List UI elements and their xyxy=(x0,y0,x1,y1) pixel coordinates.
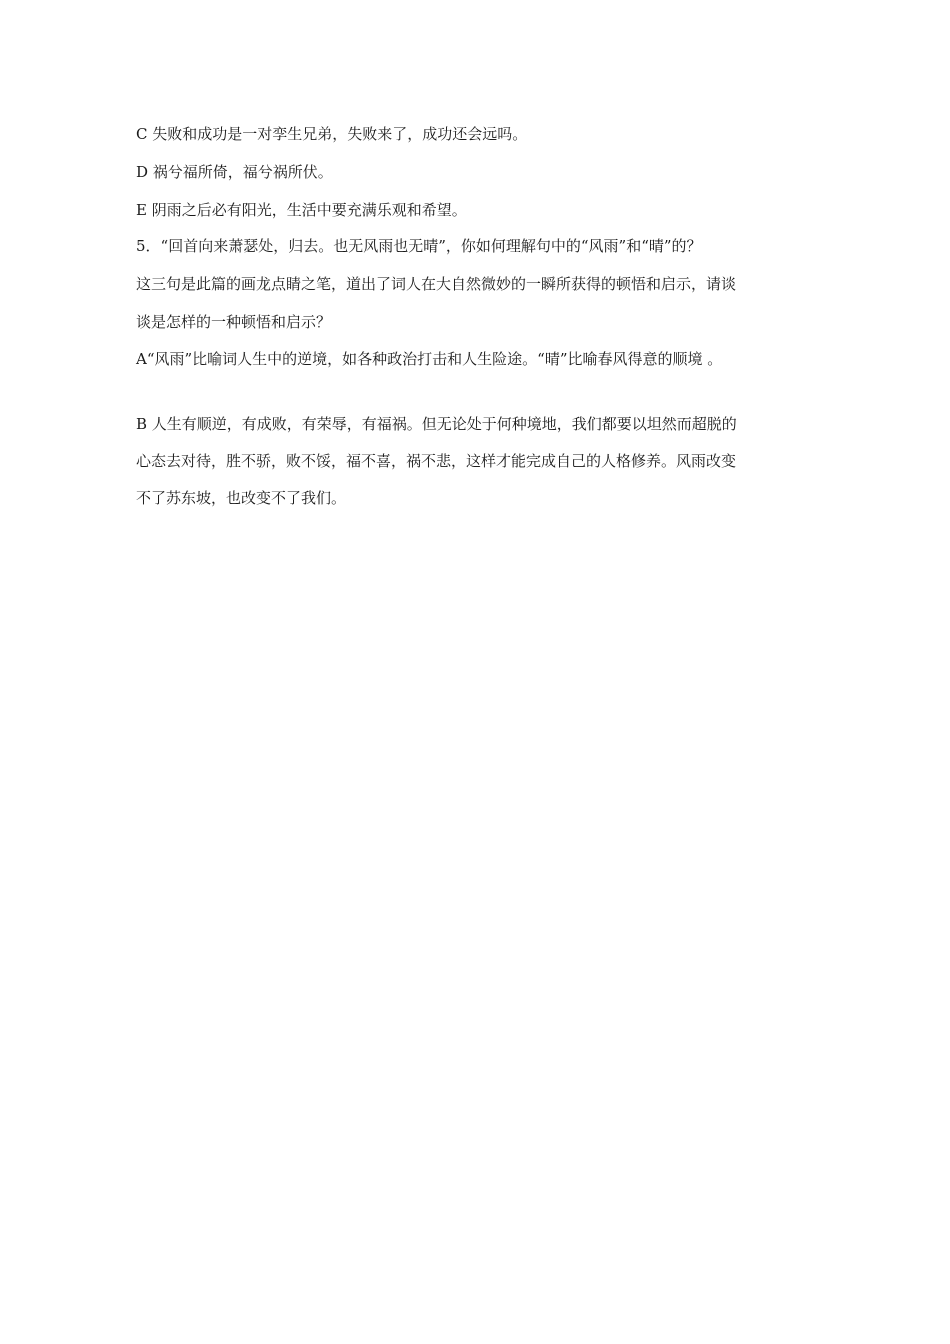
question-5-line-2: 这三句是此篇的画龙点睛之笔，道出了词人在大自然微妙的一瞬所获得的顿悟和启示，请谈 xyxy=(136,275,737,293)
option-e: E 阴雨之后必有阳光，生活中要充满乐观和希望。 xyxy=(136,201,467,219)
option-c: C 失败和成功是一对孪生兄弟，失败来了，成功还会远吗。 xyxy=(136,125,528,143)
question-5-line-1: 5．“回首向来萧瑟处，归去。也无风雨也无晴”，你如何理解句中的“风雨”和“晴”的？ xyxy=(136,237,702,255)
answer-b xyxy=(136,414,836,508)
document-body xyxy=(136,124,836,525)
question-5 xyxy=(136,236,836,332)
answer-b-line-2: 心态去对待，胜不骄，败不馁，福不喜，祸不悲，这样才能完成自己的人格修养。风雨改变 xyxy=(136,452,737,470)
answer-b-line-3: 不了苏东坡，也改变不了我们。 xyxy=(136,489,347,507)
answer-b-line-1: B 人生有顺逆，有成败，有荣辱，有福祸。但无论处于何种境地，我们都要以坦然而超脱的 xyxy=(136,415,737,433)
answer-a: A“风雨”比喻词人生中的逆境，如各种政治打击和人生险途。“晴”比喻春风得意的顺境 。 xyxy=(136,350,723,368)
question-5-line-3: 谈是怎样的一种顿悟和启示？ xyxy=(136,313,332,331)
option-d: D 祸兮福所倚，福兮祸所伏。 xyxy=(136,163,333,181)
